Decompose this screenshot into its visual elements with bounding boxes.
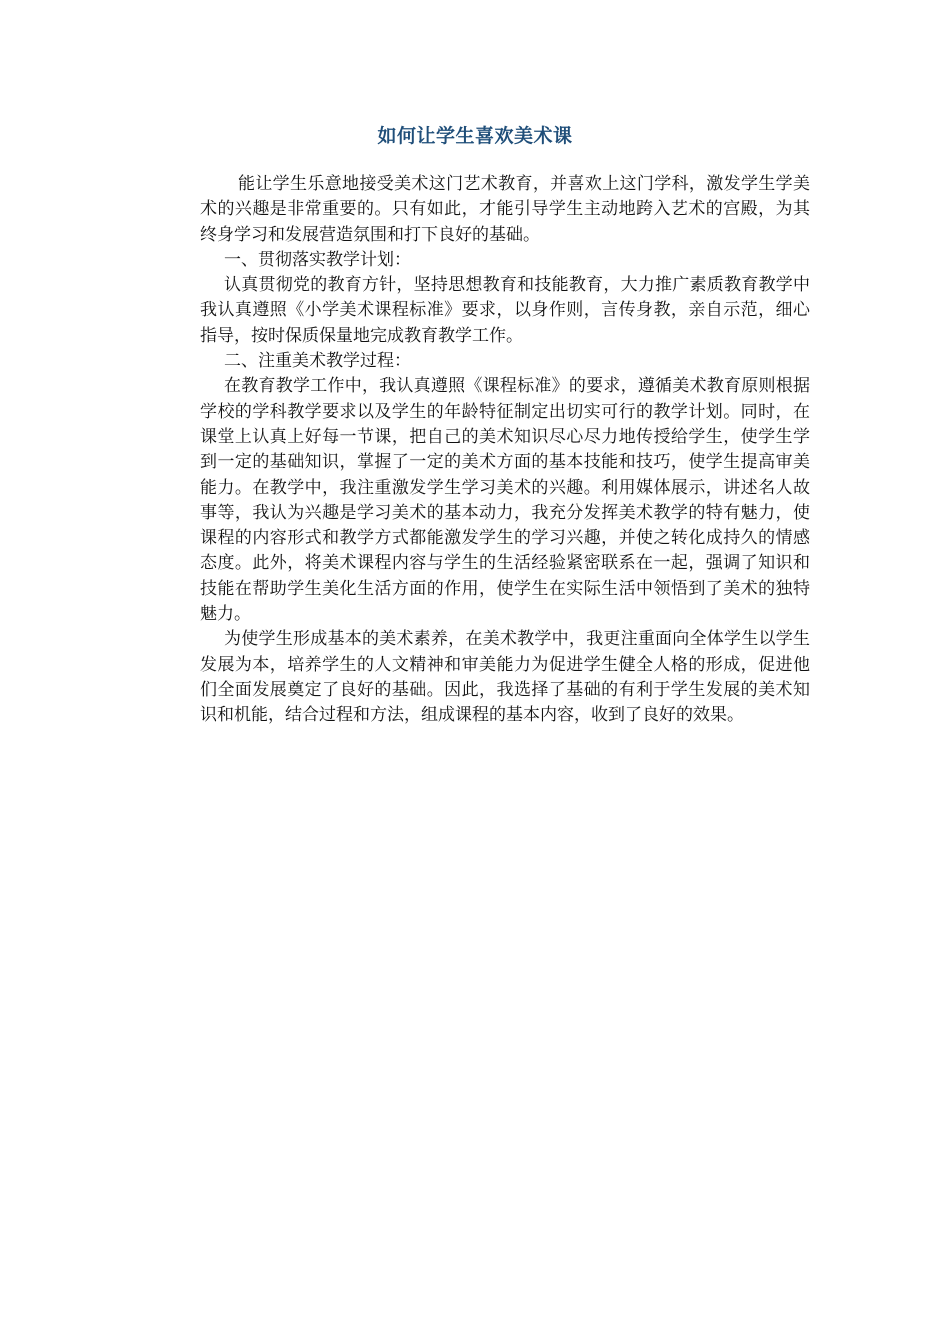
section-heading-2: 二、注重美术教学过程： [224, 351, 411, 372]
closing-paragraph: 为使学生形成基本的美术素养，在美术教学中，我更注重面向全体学生以学生发展为本，培养学生的人文精神和审美能力为促进学生健全人格的形成，促进他们全面发展奠定了良好的基础。因此，我选择了基础的有利于学生发展的美术知识和机能，结合过程和方法，组成课程的基本内容，收到了良好的效果。 [200, 629, 810, 726]
section-1-paragraph: 认真贯彻党的教育方针，坚持思想教育和技能教育，大力推广素质教育教学中我认真遵照《小学美术课程标准》要求，以身作则，言传身教，亲自示范，细心指导，按时保质保量地完成教育教学工作。 [200, 275, 810, 346]
section-2-paragraph: 在教育教学工作中，我认真遵照《课程标准》的要求，遵循美术教育原则根据学校的学科教学要求以及学生的年龄特征制定出切实可行的教学计划。同时，在课堂上认真上好每一节课，把自己的美术知识尽心尽力地传授给学生，使学生学到一定的基础知识，掌握了一定的美术方面的基本技能和技巧，使学生提高审美能力。在教学中，我注重激发学生学习美术的兴趣。利用媒体展示，讲述名人故事等，我认为兴趣是学习美术的基本动力，我充分发挥美术教学的特有魅力，使课程的内容形式和教学方式都能激发学生的学习兴趣，并使之转化成持久的情感态度。此外，将美术课程内容与学生的生活经验紧密联系在一起，强调了知识和技能在帮助学生美化生活方面的作用，使学生在实际生活中领悟到了美术的独特魅力。 [200, 376, 810, 625]
intro-paragraph: 能让学生乐意地接受美术这门艺术教育，并喜欢上这门学科，激发学生学美术的兴趣是非常重要的。只有如此，才能引导学生主动地跨入艺术的宫殿，为其终身学习和发展营造氛围和打下良好的基础。 [200, 174, 810, 245]
document-body [200, 172, 810, 729]
document-title: 如何让学生喜欢美术课 [377, 125, 573, 147]
section-heading-1: 一、贯彻落实教学计划： [224, 249, 411, 270]
